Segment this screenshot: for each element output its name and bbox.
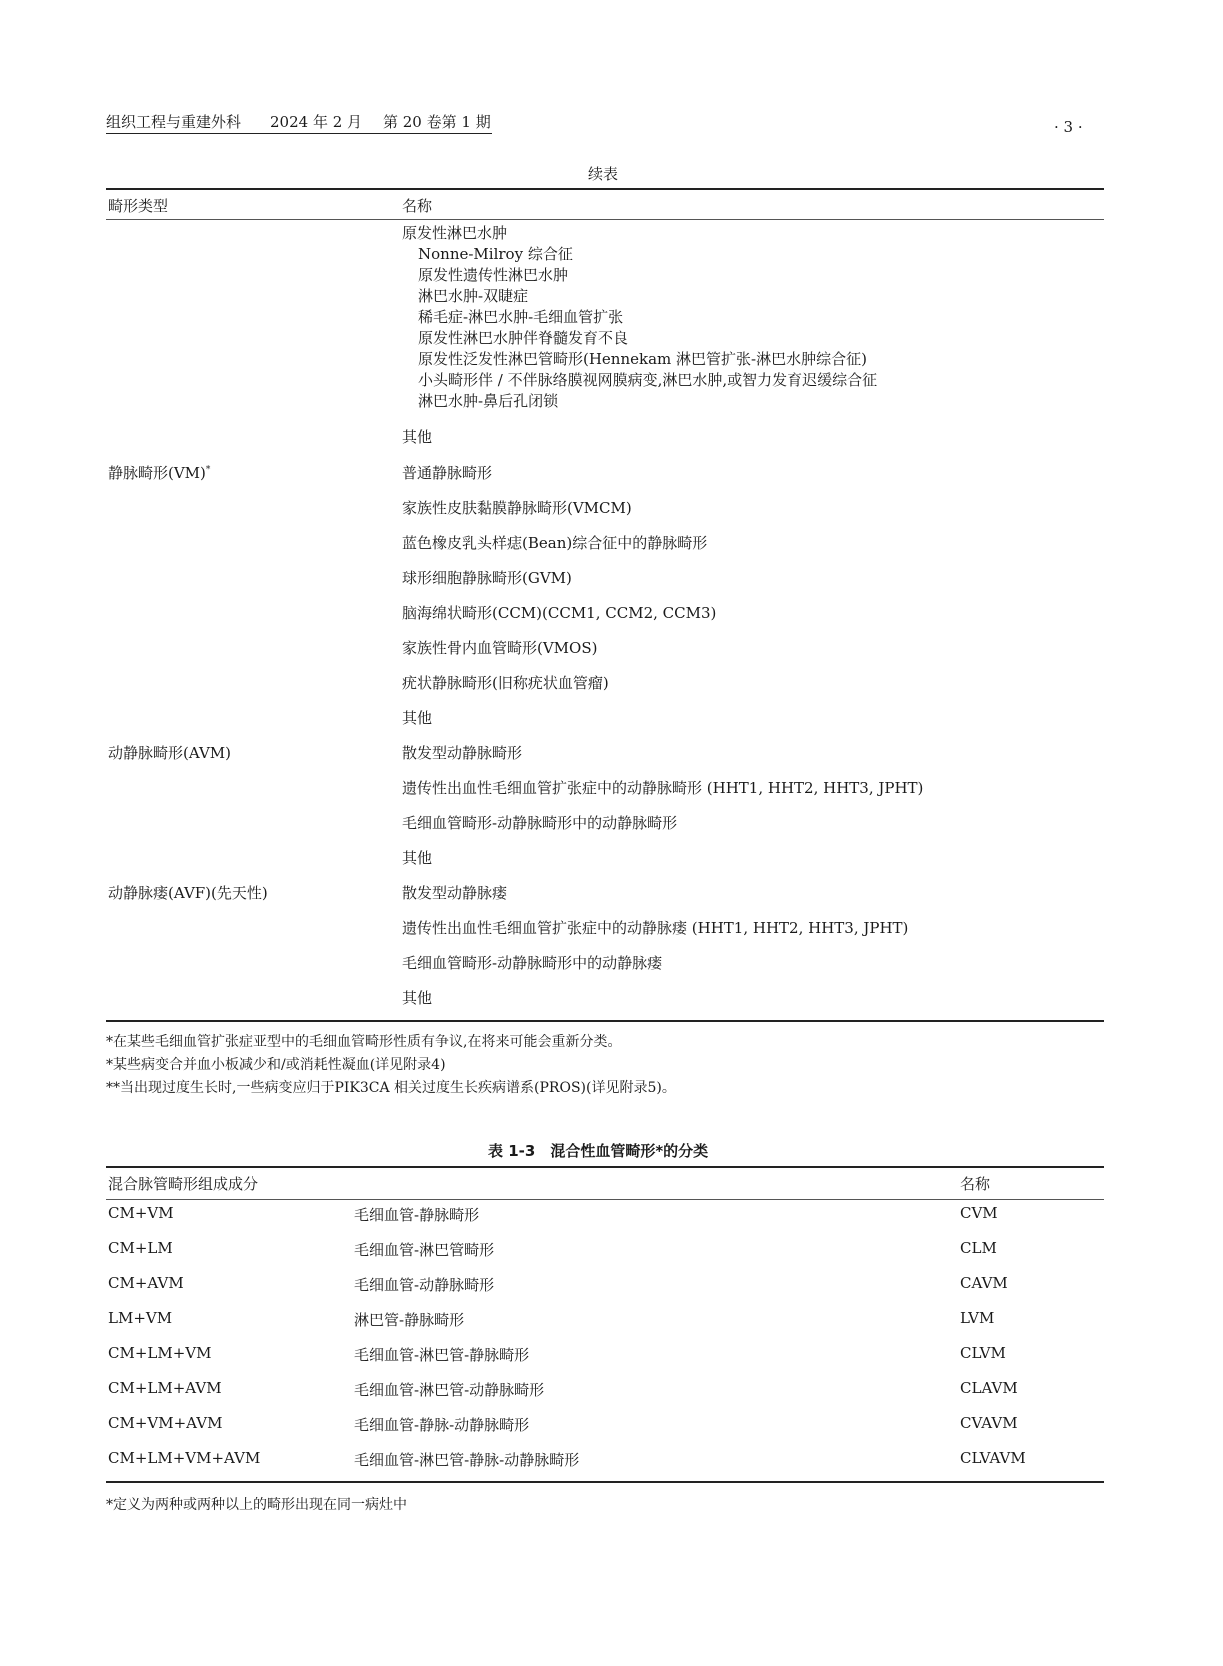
type-avm: 动静脉畸形(AVM) xyxy=(108,744,231,762)
row-desc: 毛细血管-淋巴管-动静脉畸形 xyxy=(354,1381,545,1399)
row-code: CM+VM+AVM xyxy=(108,1414,223,1432)
type-vm-sup: * xyxy=(205,465,211,475)
list-item: 小头畸形伴 / 不伴脉络膜视网膜病变,淋巴水肿,或智力发育迟缓综合征 xyxy=(418,371,878,389)
table-header-rule xyxy=(106,219,1104,220)
row-code: CM+AVM xyxy=(108,1274,184,1292)
row-desc: 淋巴管-静脉畸形 xyxy=(354,1311,465,1329)
footnote: *某些病变合并血小板减少和/或消耗性凝血(详见附录4) xyxy=(106,1057,446,1073)
row-code: LM+VM xyxy=(108,1309,173,1327)
col-header-abbr: 名称 xyxy=(960,1175,991,1193)
table-bottom-rule xyxy=(106,1020,1104,1022)
table-1-3-top-rule xyxy=(106,1166,1104,1168)
header-underline xyxy=(106,133,492,134)
row-abbr: CAVM xyxy=(960,1274,1008,1292)
row-abbr: CLM xyxy=(960,1239,997,1257)
table-1-3-bottom-rule xyxy=(106,1481,1104,1483)
table-1-3-caption: 表 1-3 混合性血管畸形*的分类 xyxy=(488,1142,709,1160)
journal-date: 2024 年 2 月 xyxy=(270,113,363,131)
list-item: 原发性遗传性淋巴水肿 xyxy=(418,266,569,284)
row-desc: 毛细血管-淋巴管-静脉-动静脉畸形 xyxy=(354,1451,580,1469)
row-desc: 毛细血管-动静脉畸形 xyxy=(354,1276,495,1294)
footnote: **当出现过度生长时,一些病变应归于PIK3CA 相关过度生长疾病谱系(PROS)(详见附录5)。 xyxy=(106,1080,676,1096)
page-number: · 3 · xyxy=(1054,118,1083,136)
col-header-components: 混合脉管畸形组成成分 xyxy=(108,1175,259,1193)
row-code: CM+LM+AVM xyxy=(108,1379,222,1397)
list-item: 淋巴水肿-双睫症 xyxy=(418,287,529,305)
row-abbr: LVM xyxy=(960,1309,995,1327)
table-1-3-footnote: *定义为两种或两种以上的畸形出现在同一病灶中 xyxy=(106,1497,407,1513)
list-item: 其他 xyxy=(402,849,433,867)
list-item: 稀毛症-淋巴水肿-毛细血管扩张 xyxy=(418,308,624,326)
list-item: 毛细血管畸形-动静脉畸形中的动静脉瘘 xyxy=(402,954,663,972)
list-item: 疣状静脉畸形(旧称疣状血管瘤) xyxy=(402,674,609,692)
type-avf: 动静脉瘘(AVF)(先天性) xyxy=(108,884,268,902)
table-top-rule xyxy=(106,188,1104,190)
row-abbr: CLVM xyxy=(960,1344,1006,1362)
list-item: 家族性皮肤黏膜静脉畸形(VMCM) xyxy=(402,499,632,517)
list-item: 其他 xyxy=(402,709,433,727)
list-item: 家族性骨内血管畸形(VMOS) xyxy=(402,639,598,657)
row-abbr: CVAVM xyxy=(960,1414,1018,1432)
list-item: 蓝色橡皮乳头样痣(Bean)综合征中的静脉畸形 xyxy=(402,534,708,552)
row-desc: 毛细血管-淋巴管畸形 xyxy=(354,1241,495,1259)
journal-issue: 第 20 卷第 1 期 xyxy=(383,113,491,131)
list-item: 其他 xyxy=(402,989,433,1007)
row-desc: 毛细血管-淋巴管-静脉畸形 xyxy=(354,1346,530,1364)
type-vm xyxy=(108,462,210,483)
list-item: 原发性淋巴水肿伴脊髓发育不良 xyxy=(418,329,629,347)
row-abbr: CLAVM xyxy=(960,1379,1018,1397)
list-item: 其他 xyxy=(402,428,433,446)
col-header-type: 畸形类型 xyxy=(108,197,169,215)
list-item: 原发性淋巴水肿 xyxy=(402,224,508,242)
list-item: 球形细胞静脉畸形(GVM) xyxy=(402,569,572,587)
row-desc: 毛细血管-静脉-动静脉畸形 xyxy=(354,1416,530,1434)
list-item: 散发型动静脉瘘 xyxy=(402,884,508,902)
type-vm-label: 静脉畸形(VM) xyxy=(108,464,206,482)
row-desc: 毛细血管-静脉畸形 xyxy=(354,1206,480,1224)
table-continued-caption: 续表 xyxy=(588,165,619,183)
row-code: CM+VM xyxy=(108,1204,174,1222)
list-item: 遗传性出血性毛细血管扩张症中的动静脉瘘 (HHT1, HHT2, HHT3, JPHT) xyxy=(402,919,909,937)
row-code: CM+LM xyxy=(108,1239,173,1257)
list-item: 散发型动静脉畸形 xyxy=(402,744,523,762)
table-1-3-header-rule xyxy=(106,1199,1104,1200)
row-code: CM+LM+VM xyxy=(108,1344,212,1362)
row-abbr: CVM xyxy=(960,1204,998,1222)
list-item: 脑海绵状畸形(CCM)(CCM1, CCM2, CCM3) xyxy=(402,604,717,622)
list-item: 遗传性出血性毛细血管扩张症中的动静脉畸形 (HHT1, HHT2, HHT3, JPHT) xyxy=(402,779,924,797)
row-code: CM+LM+VM+AVM xyxy=(108,1449,261,1467)
list-item: 毛细血管畸形-动静脉畸形中的动静脉畸形 xyxy=(402,814,678,832)
list-item: 淋巴水肿-鼻后孔闭锁 xyxy=(418,392,559,410)
list-item: Nonne-Milroy 综合征 xyxy=(418,245,573,263)
journal-title: 组织工程与重建外科 xyxy=(106,113,242,131)
list-item: 原发性泛发性淋巴管畸形(Hennekam 淋巴管扩张-淋巴水肿综合征) xyxy=(418,350,867,368)
row-abbr: CLVAVM xyxy=(960,1449,1026,1467)
col-header-name: 名称 xyxy=(402,197,433,215)
list-item: 普通静脉畸形 xyxy=(402,464,493,482)
footnote: *在某些毛细血管扩张症亚型中的毛细血管畸形性质有争议,在将来可能会重新分类。 xyxy=(106,1034,622,1050)
